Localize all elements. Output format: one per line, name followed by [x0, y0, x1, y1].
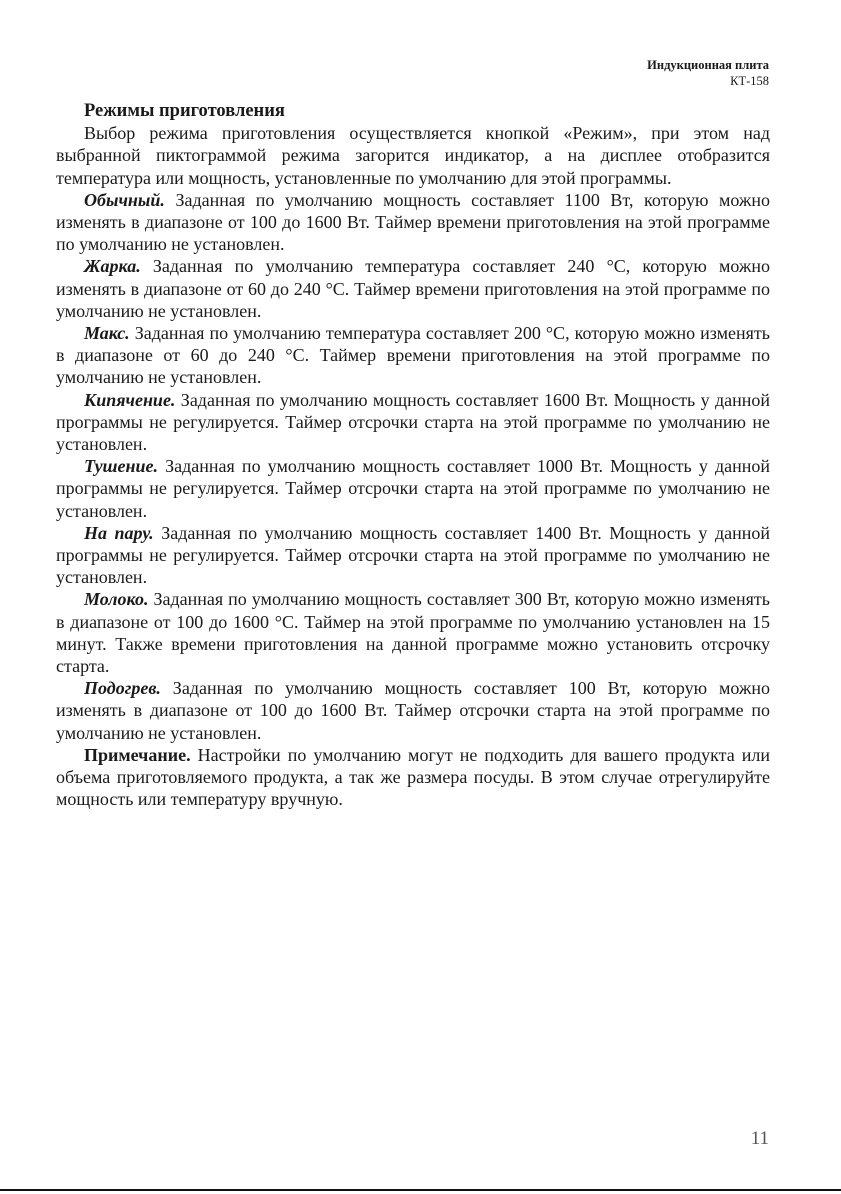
note-paragraph [56, 744, 770, 811]
header-product-name: Индукционная плита [647, 58, 769, 72]
mode-description: Заданная по умолчанию мощность составляет 1000 Вт. Мощность у данной программы не регулируется. Таймер отсрочки старта на этой программе по умолчанию не установлен. [56, 456, 770, 521]
mode-paragraph-stewing [56, 455, 770, 522]
mode-description: Заданная по умолчанию температура составляет 240 °С, которую можно изменять в диапазоне от 60 до 240 °С. Таймер времени приготовления на этой программе по умолчанию не установлен. [56, 256, 770, 321]
mode-description: Заданная по умолчанию мощность составляет 1100 Вт, которую можно изменять в диапазоне от 100 до 1600 Вт. Таймер времени приготовления на этой программе по умолчанию не установлен. [56, 189, 770, 255]
header-model: КТ-158 [730, 74, 769, 88]
mode-name: Подогрев. [84, 678, 161, 699]
mode-description: Заданная по умолчанию температура составляет 200 °С, которую можно изменять в диапазоне от 60 до 240 °С. Таймер времени приготовления на этой программе по умолчанию не установлен. [56, 323, 770, 388]
mode-name: Обычный. [84, 189, 165, 210]
mode-name: Тушение. [84, 456, 159, 477]
mode-description: Заданная по умолчанию мощность составляет 300 Вт, которую можно изменять в диапазоне от 100 до 1600 °С. Таймер на этой программе по умолчанию установлен на 15 минут. Также времени приготовления на данной программе можно установить отсрочку старта. [56, 589, 770, 677]
mode-description: Заданная по умолчанию мощность составляет 1400 Вт. Мощность у данной программы не регулируется. Таймер отсрочки старта на этой программе по умолчанию не установлен. [56, 522, 770, 588]
page-number: 11 [750, 1128, 769, 1149]
mode-paragraph-milk [56, 588, 770, 677]
mode-name: Макс. [84, 323, 130, 344]
section-title: Режимы приготовления [84, 101, 285, 121]
note-label: Примечание. [84, 744, 191, 765]
bottom-rule [0, 1189, 841, 1191]
intro-paragraph: Выбор режима приготовления осуществляется кнопкой «Режим», при этом над выбранной пиктограммой режима загорится индикатор, а на дисплее отобразится температура или мощность, установленные по умолчанию для этой программы. [56, 123, 770, 188]
mode-paragraph-boiling [56, 389, 770, 456]
mode-paragraph-warming [56, 677, 770, 744]
mode-paragraph-frying [56, 255, 770, 322]
mode-name: Жарка. [84, 256, 141, 277]
mode-description: Заданная по умолчанию мощность составляет 1600 Вт. Мощность у данной программы не регулируется. Таймер отсрочки старта на этой программе по умолчанию не установлен. [56, 389, 770, 455]
mode-description: Заданная по умолчанию мощность составляет 100 Вт, которую можно изменять в диапазоне от 100 до 1600 Вт. Таймер отсрочки старта на этой программе по умолчанию не установлен. [56, 678, 770, 743]
mode-name: Кипячение. [84, 389, 176, 410]
mode-paragraph-max [56, 322, 770, 389]
note-text: Настройки по умолчанию могут не подходить для вашего продукта или объема приготовляемого продукта, а так же размера посуды. В этом случае отрегулируйте мощность или температуру вручную. [56, 744, 770, 810]
mode-name: Молоко. [84, 589, 149, 610]
page-header [647, 57, 769, 89]
mode-paragraph-normal [56, 189, 770, 256]
mode-name: На пару. [84, 522, 154, 543]
page-content [56, 100, 770, 811]
mode-paragraph-steam [56, 522, 770, 589]
